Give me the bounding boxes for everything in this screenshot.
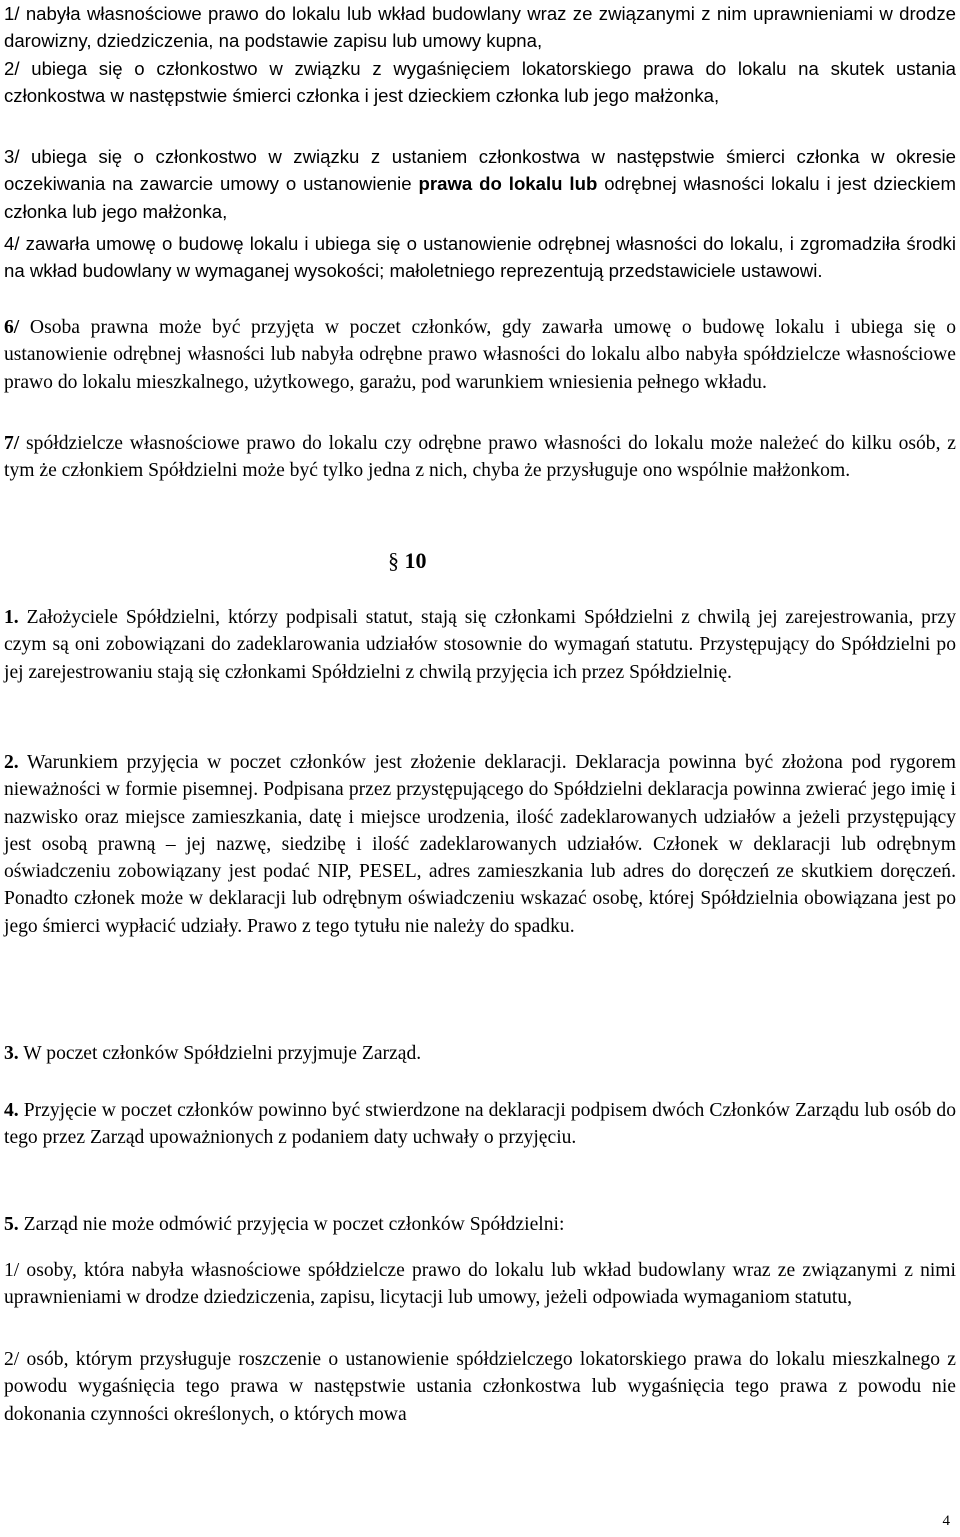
- paragraph-number: 1.: [4, 607, 19, 628]
- paragraph: [4, 749, 956, 940]
- list-item: 2/ osób, którym przysługuje roszczenie o ustanowienie spółdzielczego lokatorskiego prawa do lokalu mieszkalnego z powodu wygaśnięcia tego prawa w następstwie ustania członkostwa lub wygaśnięcia tego prawa z powodu nie dokonania czynności określonych, o których mowa: [4, 1349, 956, 1425]
- paragraph-number: 2.: [4, 752, 19, 773]
- list-item-text: Osoba prawna może być przyjęta w poczet członków, gdy zawarła umowę o budowę lokalu i ubiega się o ustanowienie odrębnej własności lub nabyła odrębne prawo własności do lokalu albo nabyła spółdzielcze własnościowe prawo do lokalu mieszkalnego, użytkowego, garażu, pod warunkiem wniesienia pełnego wkładu.: [4, 317, 956, 393]
- list-item-number: 6/: [4, 317, 20, 338]
- paragraph-text: Przyjęcie w poczet członków powinno być stwierdzone na deklaracji podpisem dwóch Członków Zarządu lub osób do tego przez Zarząd upoważnionych z podaniem daty uchwały o przyjęciu.: [4, 1100, 956, 1149]
- section-heading: [388, 547, 427, 575]
- list-item: [4, 314, 956, 396]
- list-item-number: 7/: [4, 433, 20, 454]
- section-number: 10: [404, 548, 427, 573]
- paragraph-text: W poczet członków Spółdzielni przyjmuje Zarząd.: [18, 1043, 422, 1064]
- list-item: 4/ zawarła umowę o budowę lokalu i ubiega się o ustanowienie odrębnej własności do lokalu, i zgromadziła środki na wkład budowlany w wymaganej wysokości; małoletniego reprezentują przedstawiciele ustawowi.: [4, 233, 956, 282]
- paragraph-text: Warunkiem przyjęcia w poczet członków jest złożenie deklaracji. Deklaracja powinna być złożona pod rygorem nieważności w formie pisemnej. Podpisana przez przystępującego do Spółdzielni deklaracja powinna zwierać jego imię i nazwisko oraz miejsce zamieszkania, datę i miejsce urodzenia, ilość zadeklarowanych udziałów a jeżeli przystępujący jest osobą prawną – jej nazwę, siedzibę i ilość zadeklarowanych udziałów. Członek w deklaracji lub odrębnym oświadczeniu zobowiązany jest podać NIP, PESEL, adres zamieszkania lub adres do doręczeń ze skutkiem doręczeń. Ponadto członek może w deklaracji lub odrębnym oświadczeniu wskazać osobę, której Spółdzielnia obowiązana jest po jego śmierci wypłacić udziały. Prawo z tego tytułu nie należy do spadku.: [4, 752, 956, 937]
- list-item-text: 3/ ubiega się o członkostwo w związku z ustaniem członkostwa w następstwie śmierci członka w okresie oczekiwania na zawarcie umowy o ustanowienie: [4, 146, 956, 195]
- page-number: 4: [942, 1513, 950, 1529]
- list-item: 2/ ubiega się o członkostwo w związku z wygaśnięciem lokatorskiego prawa do lokalu na skutek ustania członkostwa w następstwie śmierci członka i jest dzieckiem członka lub jego małżonka,: [4, 58, 956, 107]
- list-item: [4, 430, 956, 485]
- paragraph-number: 4.: [4, 1100, 19, 1121]
- paragraph-text: Zarząd nie może odmówić przyjęcia w poczet członków Spółdzielni:: [18, 1214, 565, 1235]
- paragraph-number: 5.: [4, 1214, 19, 1235]
- list-item-bold-text: prawa do lokalu lub: [418, 173, 598, 195]
- paragraph-number: 3.: [4, 1043, 19, 1064]
- list-item-text: spółdzielcze własnościowe prawo do lokalu czy odrębne prawo własności do lokalu może należeć do kilku osób, z tym że członkiem Spółdzielni może być tylko jedna z nich, chyba że przysługuje ono wspólnie małżonkom.: [4, 433, 956, 482]
- section-symbol: §: [388, 548, 399, 573]
- list-item: 1/ nabyła własnościowe prawo do lokalu lub wkład budowlany wraz ze związanymi z nim uprawnieniami w drodze darowizny, dziedziczenia, na podstawie zapisu lub umowy kupna,: [4, 3, 956, 52]
- paragraph: [4, 604, 956, 686]
- list-item: [4, 143, 956, 225]
- list-item: 1/ osoby, która nabyła własnościowe spółdzielcze prawo do lokalu lub wkład budowlany wraz ze związanymi z nimi uprawnieniami w drodze dziedziczenia, zapisu, licytacji lub umowy, jeżeli odpowiada wymaganiom statutu,: [4, 1260, 956, 1309]
- list-item-text: odrębnej własności lokalu i jest dzieckiem członka lub jego małżonka,: [4, 173, 957, 222]
- paragraph: [4, 1211, 956, 1238]
- paragraph: [4, 1097, 956, 1152]
- paragraph-text: Założyciele Spółdzielni, którzy podpisali statut, stają się członkami Spółdzielni z chwilą jej zarejestrowania, przy czym są oni zobowiązani do zadeklarowania udziałów stosownie do wymagań statutu. Przystępujący do Spółdzielni po jej zarejestrowaniu stają się członkami Spółdzielni z chwilą przyjęcia ich przez Spółdzielnię.: [4, 607, 956, 683]
- paragraph: [4, 1040, 956, 1067]
